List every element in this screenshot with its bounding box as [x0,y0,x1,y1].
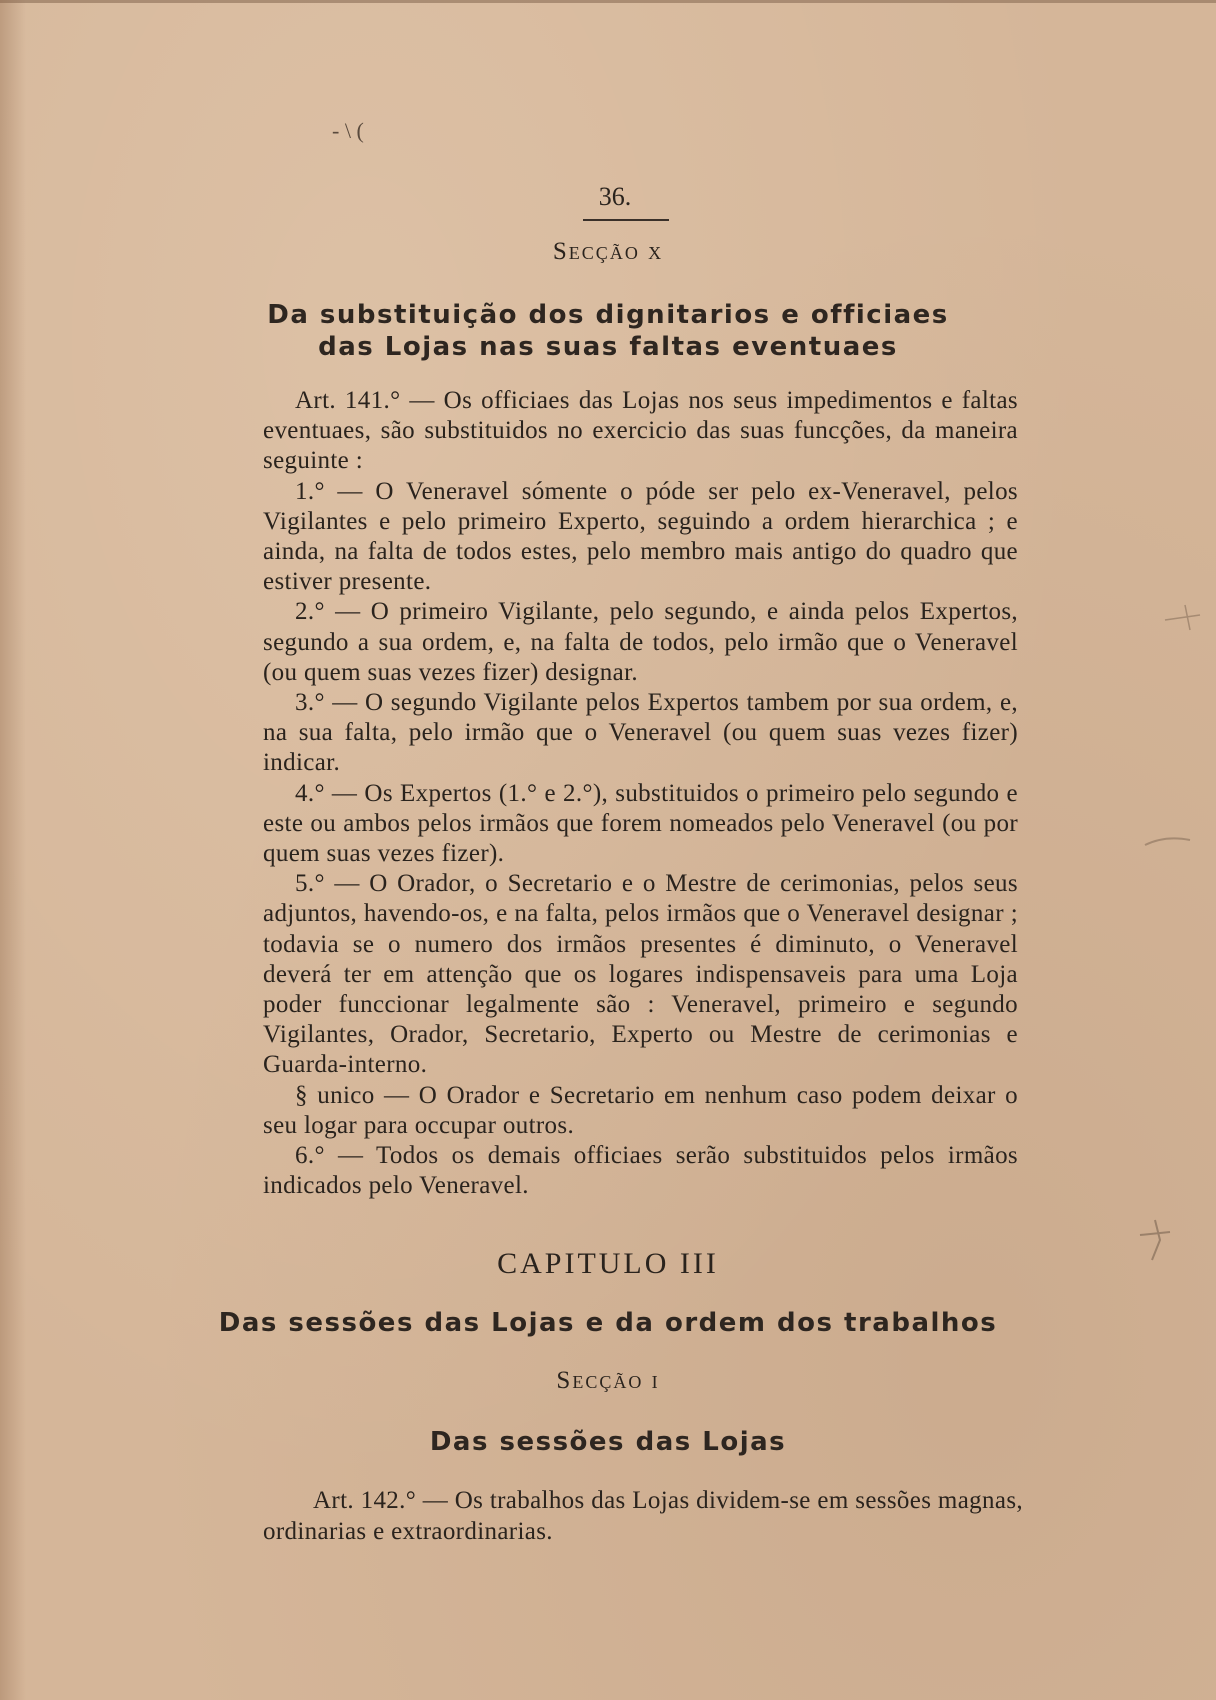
article-141-item-4: 4.° — Os Expertos (1.° e 2.°), substituidos o primeiro pelo segundo e este ou ambos pelos irmãos que forem nomeados pelo Veneravel (ou por quem suas vezes fizer). [263,779,1018,868]
article-142 [263,1486,1023,1547]
section-x-label: Secção x [552,238,664,265]
chapter-subtitle: Das sessões das Lojas e da ordem dos trabalhos [218,1308,998,1338]
margin-mark-2 [1160,600,1210,640]
section-i-label: Secção i [556,1367,660,1394]
corner-mark: - \ ( [332,118,364,143]
page-number: 36. [598,182,632,211]
article-141-item-1: 1.° — O Veneravel sómente o póde ser pelo ex-Veneravel, pelos Vigilantes e pelo primeiro Experto, seguindo a ordem hierarchica ; e ainda, na falta de todos estes, pelo membro mais antigo do quadro que estiver presente. [263,477,1018,596]
article-142-text: Art. 142.° — Os trabalhos das Lojas dividem-se em sessões magnas, ordinarias e extraordinarias. [263,1487,1023,1545]
article-141-intro: Art. 141.° — Os officiaes das Lojas nos seus impedimentos e faltas eventuaes, são substituidos no exercicio das suas funcções, da maneira seguinte : [263,387,1018,475]
stain-mark [1110,1200,1200,1280]
top-edge-line [0,0,1216,3]
page-number-rule [583,219,669,221]
margin-mark [1140,825,1200,865]
article-141-body [263,386,1018,1201]
section-x-title-line1: Da substituição dos dignitarios e officiaes [267,300,949,330]
article-141-item-2: 2.° — O primeiro Vigilante, pelo segundo, e ainda pelos Expertos, segundo a sua ordem, e, na falta de todos, pelo irmão que o Veneravel (ou quem suas vezes fizer) designar. [263,598,1018,686]
chapter-title: CAPITULO III [497,1247,719,1280]
article-141-item-3: 3.° — O segundo Vigilante pelos Expertos tambem por sua ordem, e, na sua falta, pelo irmão que o Veneravel (ou quem suas vezes fizer) indicar. [263,689,1018,777]
article-141-paragraph-unico: § unico — O Orador e Secretario em nenhum caso podem deixar o seu logar para occupar outros. [263,1081,1018,1139]
section-x-title-line2: das Lojas nas suas faltas eventuaes [318,332,898,362]
article-141-item-5: 5.° — O Orador, o Secretario e o Mestre de cerimonias, pelos seus adjuntos, havendo-os, e na falta, pelos irmãos que o Veneravel designar ; todavia se o numero dos irmãos presentes é diminuto, o Veneravel deverá ter em attenção que os logares indispensaveis para uma Loja poder funccionar legalmente são : Veneravel, primeiro e segundo Vigilantes, Orador, Secretario, Experto ou Mestre de cerimonias e Guarda-interno. [263,870,1018,1079]
article-141-item-6: 6.° — Todos os demais officiaes serão substituidos pelos irmãos indicados pelo Veneravel. [263,1142,1018,1200]
section-i-title: Das sessões das Lojas [429,1427,787,1457]
